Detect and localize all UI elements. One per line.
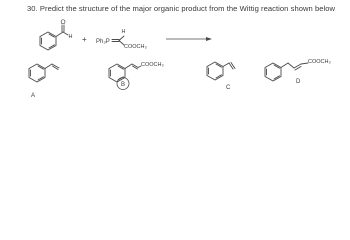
ylide-structure	[96, 29, 147, 50]
choice-d-structure	[265, 59, 331, 85]
choice-b-ester-label: COOCH₃	[141, 62, 164, 68]
reaction-arrow	[166, 37, 212, 41]
benzaldehyde-structure	[40, 19, 73, 50]
question-number: 30.	[27, 4, 38, 13]
plus-sign: +	[82, 35, 87, 44]
choice-c-label: C	[226, 85, 231, 91]
ylide-ester-label: COOCH₃	[124, 44, 147, 50]
choice-c-structure	[207, 62, 235, 91]
choice-b-structure	[109, 62, 164, 90]
aldehyde-oxygen-label: O	[60, 19, 66, 26]
choice-d-ester-label: COOCH₃	[308, 59, 331, 65]
ylide-phosphorus-label: Ph₃P	[96, 39, 110, 45]
ylide-hydrogen-label: H	[121, 29, 126, 35]
aldehyde-hydrogen-label: H	[68, 34, 73, 40]
choice-a-structure	[29, 64, 59, 99]
question-prompt: Predict the structure of the major organic product from the Wittig reaction shown below	[39, 4, 336, 13]
reaction-scheme	[0, 0, 350, 113]
choice-d-label: D	[296, 79, 301, 85]
choice-a-label: A	[31, 93, 36, 99]
choice-b-label: B	[121, 82, 126, 88]
